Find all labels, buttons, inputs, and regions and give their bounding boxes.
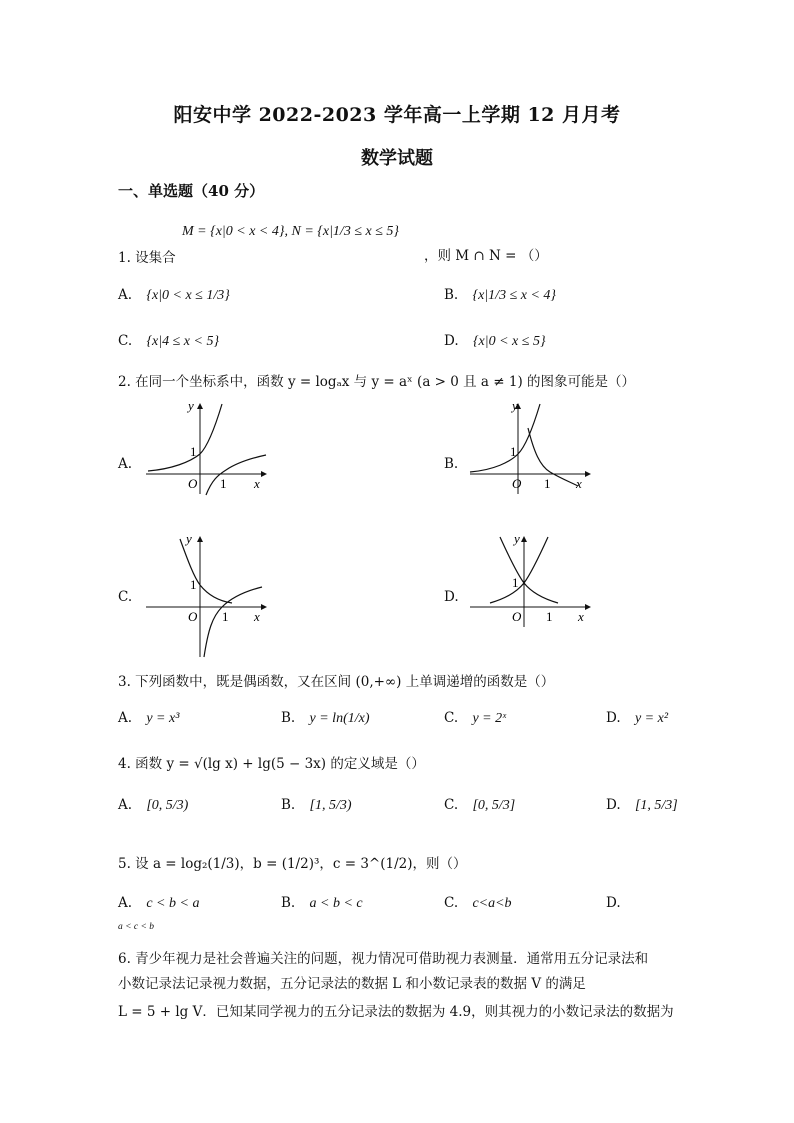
option-text: [1, 5/3] bbox=[634, 798, 678, 813]
option-label: D. bbox=[606, 895, 621, 911]
q3-option-c bbox=[444, 710, 506, 727]
one-label: 1 bbox=[510, 444, 517, 459]
q2-stem: 2. 在同一个坐标系中，函数 y = logₐx 与 y = aˣ (a > 0 且 a ≠ 1) 的图象可能是（） bbox=[118, 374, 636, 390]
y-label: y bbox=[188, 398, 194, 413]
q5-option-c bbox=[444, 895, 512, 912]
y-label: y bbox=[514, 531, 520, 546]
q1-sets: M = {x|0 < x < 4}, N = {x|1/3 ≤ x ≤ 5} bbox=[182, 224, 399, 239]
q4-option-c bbox=[444, 797, 515, 814]
option-label: A. bbox=[118, 287, 133, 303]
q1-option-a bbox=[118, 287, 230, 304]
graph-d bbox=[466, 531, 596, 635]
origin-label: O bbox=[188, 609, 198, 624]
q1-tail: ，则 M ∩ N = （） bbox=[424, 248, 548, 264]
one-label: 1 bbox=[190, 577, 197, 592]
x-label: x bbox=[254, 476, 260, 491]
graph-a bbox=[142, 398, 272, 500]
q3-option-b bbox=[281, 710, 370, 727]
q2-option-d-label: D. bbox=[444, 589, 459, 605]
option-label: A. bbox=[118, 895, 133, 911]
option-label: C. bbox=[444, 895, 459, 911]
option-label: B. bbox=[281, 797, 296, 813]
option-label: A. bbox=[118, 797, 133, 813]
y-label: y bbox=[186, 531, 192, 546]
option-text: {x|1/3 ≤ x < 4} bbox=[472, 288, 557, 303]
q5-option-d bbox=[606, 895, 621, 911]
q3-stem: 3. 下列函数中，既是偶函数，又在区间 (0,+∞) 上单调递增的函数是（） bbox=[118, 674, 555, 690]
option-text: c < b < a bbox=[146, 896, 200, 911]
option-label: C. bbox=[118, 333, 133, 349]
option-text: y = x³ bbox=[146, 711, 180, 726]
page-title: 阳安中学 2022-2023 学年高一上学期 12 月月考 bbox=[173, 104, 621, 126]
q6-line-1: 6. 青少年视力是社会普遍关注的问题，视力情况可借助视力表测量．通常用五分记录法和 bbox=[118, 951, 649, 967]
option-label: B. bbox=[281, 895, 296, 911]
q1-option-c bbox=[118, 333, 219, 350]
option-text: {x|4 ≤ x < 5} bbox=[146, 334, 220, 349]
one-label: 1 bbox=[220, 476, 227, 491]
exp-curve bbox=[180, 539, 232, 603]
option-text: y = 2ˣ bbox=[472, 711, 507, 726]
option-text: [0, 5/3] bbox=[472, 798, 516, 813]
q5-option-d-text: a < c < b bbox=[118, 922, 155, 932]
origin-label: O bbox=[512, 609, 522, 624]
option-text: a < b < c bbox=[309, 896, 363, 911]
q3-option-d bbox=[606, 710, 668, 727]
q1-option-b bbox=[444, 287, 556, 304]
q2-option-b-label: B. bbox=[444, 456, 459, 472]
option-label: D. bbox=[606, 797, 621, 813]
option-text: [0, 5/3) bbox=[146, 798, 189, 813]
q2-option-c-label: C. bbox=[118, 589, 133, 605]
option-label: C. bbox=[444, 797, 459, 813]
origin-label: O bbox=[188, 476, 198, 491]
one-label: 1 bbox=[544, 476, 551, 491]
q6-line-3: L = 5 + lg V．已知某同学视力的五分记录法的数据为 4.9，则其视力的小数记录法的数据为 bbox=[118, 1004, 674, 1020]
section-heading: 一、单选题（40 分） bbox=[118, 182, 265, 200]
one-label: 1 bbox=[222, 609, 229, 624]
option-label: C. bbox=[444, 710, 459, 726]
option-label: B. bbox=[281, 710, 296, 726]
q4-option-b bbox=[281, 797, 352, 814]
q4-stem: 4. 函数 y = √(lg x) + lg(5 − 3x) 的定义域是（） bbox=[118, 756, 425, 772]
q5-option-b bbox=[281, 895, 363, 912]
q1-stem: 1. 设集合 bbox=[118, 250, 176, 266]
q4-option-a bbox=[118, 797, 188, 814]
option-label: A. bbox=[118, 710, 133, 726]
option-label: B. bbox=[444, 287, 459, 303]
x-label: x bbox=[254, 609, 260, 624]
x-label: x bbox=[578, 609, 584, 624]
exp-curve bbox=[470, 404, 540, 472]
option-label: D. bbox=[444, 333, 459, 349]
option-text: {x|0 < x ≤ 1/3} bbox=[146, 288, 230, 303]
exp-curve bbox=[148, 404, 222, 471]
q1-option-d bbox=[444, 333, 546, 350]
q4-option-d bbox=[606, 797, 678, 814]
q6-line-2: 小数记录法记录视力数据，五分记录法的数据 L 和小数记录表的数据 V 的满足 bbox=[118, 976, 586, 992]
y-label: y bbox=[512, 398, 518, 413]
q3-option-a bbox=[118, 710, 179, 727]
q5-stem: 5. 设 a = log₂(1/3)，b = (1/2)³，c = 3^(1/2)，则（） bbox=[118, 856, 467, 872]
x-label: x bbox=[576, 476, 582, 491]
origin-label: O bbox=[512, 476, 522, 491]
option-text: {x|0 < x ≤ 5} bbox=[472, 334, 546, 349]
log-curve bbox=[528, 428, 578, 486]
q2-option-a-label: A. bbox=[118, 456, 133, 472]
one-label: 1 bbox=[190, 444, 197, 459]
page-subtitle: 数学试题 bbox=[361, 148, 433, 169]
one-label: 1 bbox=[512, 575, 519, 590]
option-text: y = ln(1/x) bbox=[309, 711, 370, 726]
option-text: [1, 5/3) bbox=[309, 798, 352, 813]
one-label: 1 bbox=[546, 609, 553, 624]
q5-option-a bbox=[118, 895, 199, 912]
decay-curve bbox=[500, 537, 558, 603]
graph-c bbox=[142, 531, 272, 665]
graph-b bbox=[466, 398, 596, 500]
option-text: c<a<b bbox=[472, 896, 512, 911]
option-text: y = x² bbox=[634, 711, 669, 726]
option-label: D. bbox=[606, 710, 621, 726]
growth-curve bbox=[490, 537, 548, 603]
